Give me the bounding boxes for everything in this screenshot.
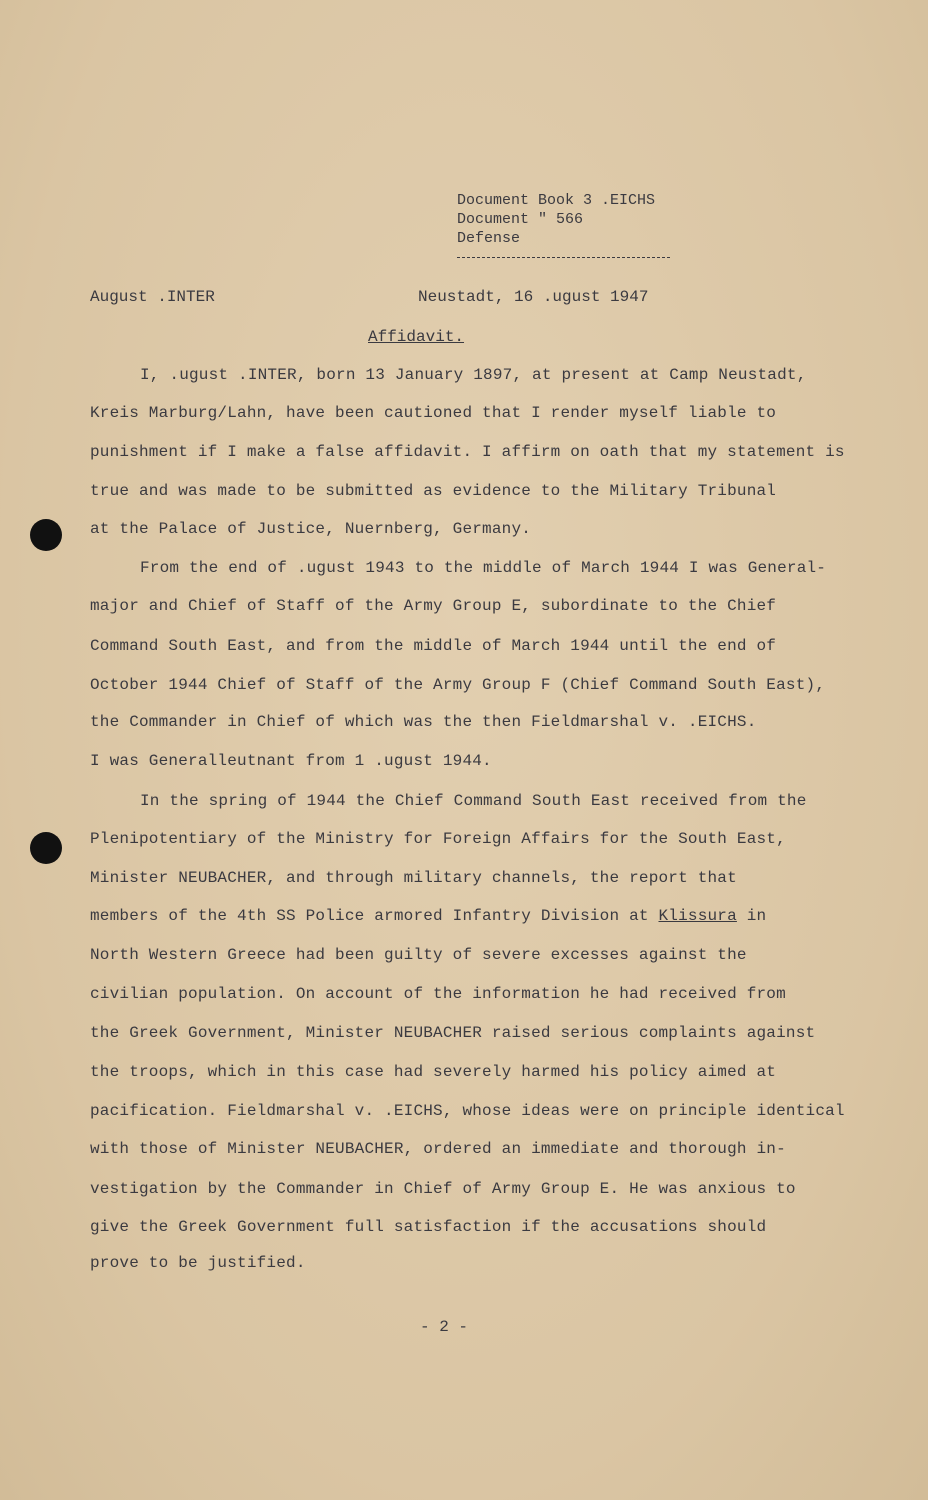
paragraph-line: punishment if I make a false affidavit. I affirm on oath that my statement is (90, 443, 845, 461)
paragraph-line: Plenipotentiary of the Ministry for Foreign Affairs for the South East, (90, 830, 786, 848)
paragraph-line: vestigation by the Commander in Chief of Army Group E. He was anxious to (90, 1180, 796, 1198)
reference-line-2: Document " 566 (457, 211, 584, 228)
paragraph-line: the Greek Government, Minister NEUBACHER raised serious complaints against (90, 1024, 816, 1042)
paragraph-line: major and Chief of Staff of the Army Group E, subordinate to the Chief (90, 597, 777, 615)
paragraph-line (90, 907, 766, 925)
place-name-klissura: Klissura (658, 907, 737, 925)
page-number: - 2 - (420, 1318, 469, 1336)
reference-line-1: Document Book 3 .EICHS (457, 192, 656, 209)
paragraph-line: at the Palace of Justice, Nuernberg, Germany. (90, 520, 532, 538)
paragraph-line: true and was made to be submitted as evidence to the Military Tribunal (90, 482, 777, 500)
paragraph-line: I was Generalleutnant from 1 .ugust 1944. (90, 752, 492, 770)
reference-divider (457, 257, 670, 258)
place-date: Neustadt, 16 .ugust 1947 (418, 288, 649, 306)
paragraph-line: the Commander in Chief of which was the then Fieldmarshal v. .EICHS. (90, 713, 757, 731)
document-title: Affidavit. (368, 328, 465, 346)
paragraph-line: pacification. Fieldmarshal v. .EICHS, whose ideas were on principle identical (90, 1102, 845, 1120)
affiant-name: August .INTER (90, 288, 215, 306)
document-reference (457, 191, 655, 248)
line-text: in (736, 907, 767, 925)
paragraph-line: Kreis Marburg/Lahn, have been cautioned that I render myself liable to (90, 404, 777, 422)
paragraph-line: civilian population. On account of the information he had received from (90, 985, 786, 1003)
line-text: members of the 4th SS Police armored Infantry Division at (90, 907, 659, 925)
paragraph-line: the troops, which in this case had severely harmed his policy aimed at (90, 1063, 777, 1081)
paragraph-line: prove to be justified. (90, 1254, 306, 1272)
punch-hole-bottom (30, 832, 62, 864)
paragraph-line: From the end of .ugust 1943 to the middle of March 1944 I was General- (140, 559, 827, 577)
punch-hole-top (30, 519, 62, 551)
paragraph-line: Command South East, and from the middle of March 1944 until the end of (90, 637, 777, 655)
paragraph-line: with those of Minister NEUBACHER, ordered an immediate and thorough in- (90, 1140, 786, 1158)
paragraph-line: October 1944 Chief of Staff of the Army Group F (Chief Command South East), (90, 676, 826, 694)
paragraph-line: give the Greek Government full satisfaction if the accusations should (90, 1218, 767, 1236)
paragraph-line: In the spring of 1944 the Chief Command South East received from the (140, 792, 807, 810)
paragraph-line: Minister NEUBACHER, and through military channels, the report that (90, 869, 737, 887)
reference-line-3: Defense (457, 230, 521, 247)
paragraph-line: North Western Greece had been guilty of severe excesses against the (90, 946, 747, 964)
paragraph-line: I, .ugust .INTER, born 13 January 1897, at present at Camp Neustadt, (140, 366, 807, 384)
